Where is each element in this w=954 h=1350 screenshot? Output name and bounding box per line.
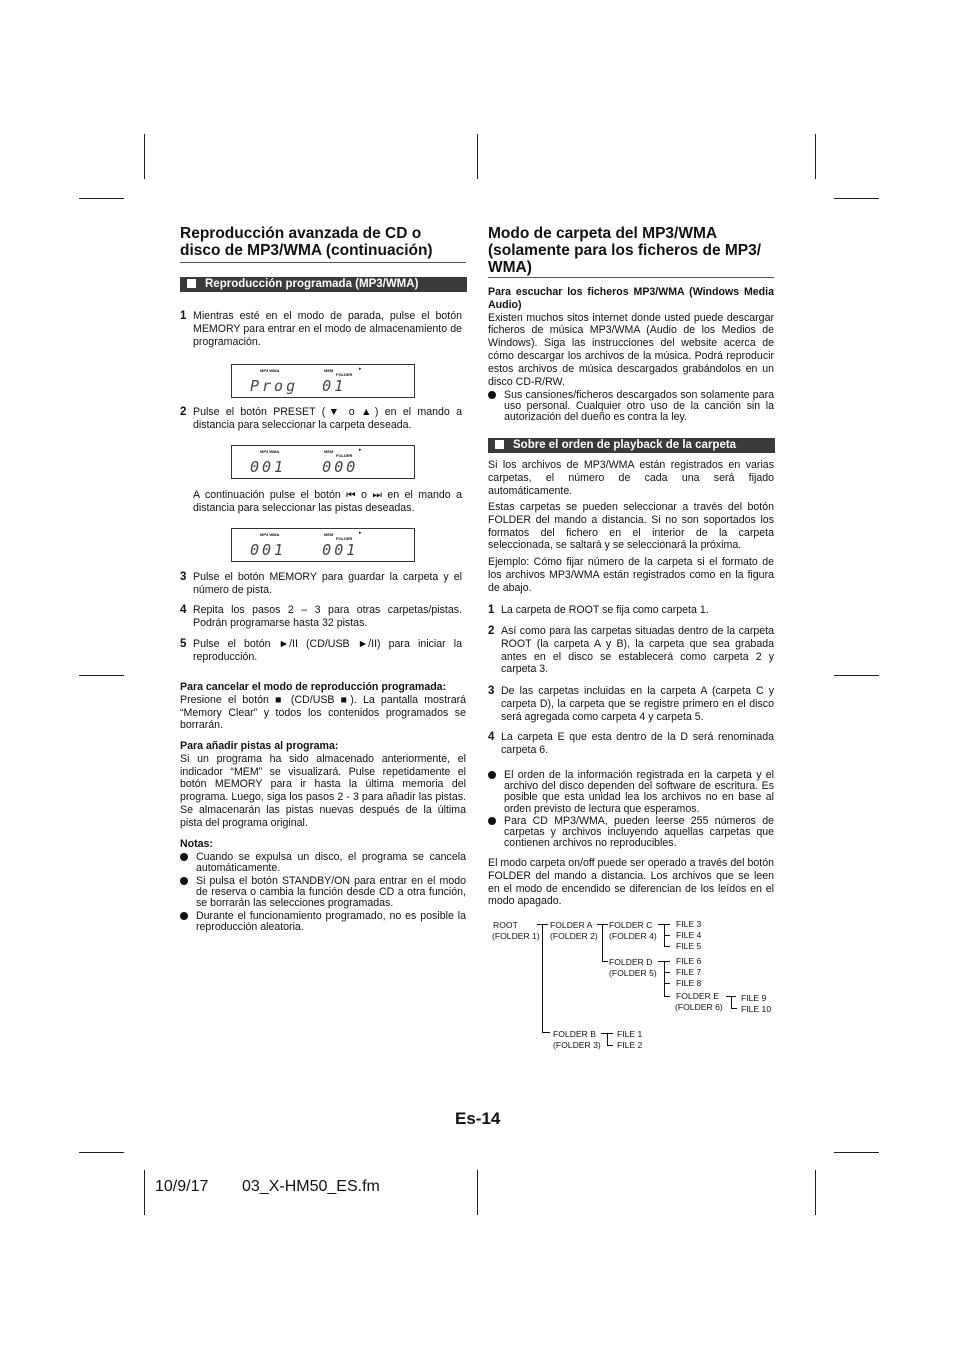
tree-file: FILE 3: [676, 919, 702, 929]
section-bar-program: [180, 277, 467, 292]
footer-filename: 03_X-HM50_ES.fm: [242, 1178, 380, 1195]
play-indicator-icon: ▸: [359, 366, 362, 372]
lcd-label-folder: FOLDER: [336, 372, 353, 377]
step-text: La carpeta de ROOT se fija como carpeta 1.: [501, 604, 709, 616]
tree-connector: [542, 924, 543, 1032]
step-text: Pulse el botón MEMORY para guardar la carpeta y el número de pista.: [193, 571, 462, 596]
lcd-label-mem: MEM: [324, 368, 334, 373]
left-title-line: disco de MP3/WMA (continuación): [180, 242, 433, 259]
lcd-label-mp3wma: MP3 WMA: [260, 368, 280, 373]
tree-connector: [664, 983, 670, 984]
cancel-text: Presione el botón ■ (CD/USB ■). La pantalla mostrará “Memory Clear” y todos los contenidos programados se borrarán.: [180, 693, 466, 732]
crop-mark: [834, 198, 879, 199]
step-text: Repita los pasos 2 – 3 para otras carpetas/pistas. Podrán programarse hasta 32 pistas.: [193, 604, 462, 629]
right-title: [488, 225, 778, 276]
step-number: 2: [180, 406, 187, 418]
lcd-text: 001 000: [250, 458, 359, 476]
lcd-text: Prog 01: [250, 377, 347, 395]
listen-text: Existen muchos sitos internet donde usted puede descargar ficheros de música MP3/WMA (Audio de los Medios de Windows). Siga las instrucciones del website acerca de cómo descargar los archivos de la música. Podrá reproducir estos archivos de música descargados grabándolos en un disco CD-R/RW.: [488, 311, 774, 388]
tree-node-sub: (FOLDER 3): [553, 1040, 601, 1050]
tree-connector: [664, 972, 670, 973]
step-number: 2: [488, 625, 495, 637]
step-number: 1: [180, 310, 187, 322]
tree-connector: [607, 1045, 613, 1046]
step-text: La carpeta E que esta dentro de la D será renominada carpeta 6.: [501, 731, 774, 756]
step-text: De las carpetas incluidas en la carpeta A (carpeta C y carpeta D), la carpeta que se registre primero en el disco será agregada como carpeta 4 y carpeta 5.: [501, 685, 774, 723]
step-number: 3: [180, 571, 187, 583]
listen-block: [488, 286, 774, 388]
lcd-text: 001 001: [250, 541, 359, 559]
bullet-icon: [180, 877, 188, 885]
bullet-icon: [488, 391, 496, 399]
title-rule: [488, 277, 774, 278]
folder-tree-diagram: [488, 912, 778, 1057]
tree-node-root: ROOT: [493, 920, 518, 930]
note-text: Si pulsa el botón STANDBY/ON para entrar en el modo de reserva o cambia la función desde CD a otra función, se borrarán las selecciones programadas.: [196, 875, 466, 910]
section-bar-label: Sobre el orden de playback de la carpeta: [513, 439, 737, 451]
lcd-label-folder: FOLDER: [336, 536, 353, 541]
square-bullet-icon: [495, 440, 504, 449]
listen-bullet-text: Sus cansiones/ficheros descargados son solamente para uso personal. Cualquier otro uso de la canción sin la autorización del dueño es contra la ley.: [504, 389, 774, 424]
lcd-display-folder: [231, 445, 415, 479]
add-block: [180, 740, 466, 830]
crop-mark: [834, 1152, 879, 1153]
crop-mark: [79, 198, 124, 199]
tree-connector: [664, 961, 665, 997]
crop-mark: [144, 1170, 145, 1215]
step-number: 1: [488, 604, 495, 616]
crop-mark: [477, 1170, 478, 1215]
tree-connector: [664, 996, 670, 997]
lcd-label-mem: MEM: [324, 532, 334, 537]
tree-node-folder-a: FOLDER A: [550, 920, 593, 930]
section-bar-folder-order: [488, 438, 775, 453]
lcd-label-mem: MEM: [324, 449, 334, 454]
tree-file: FILE 2: [617, 1040, 643, 1050]
tree-node-sub: (FOLDER 5): [609, 968, 657, 978]
tree-connector: [542, 1032, 550, 1033]
footer-date: 10/9/17: [155, 1178, 209, 1195]
section-bar-label: Reproducción programada (MP3/WMA): [205, 278, 419, 290]
step-text: A continuación pulse el botón ⏮ o ⏭ en el mando a distancia para seleccionar las pistas deseadas.: [193, 489, 462, 514]
bullet-icon: [488, 817, 496, 825]
crop-mark: [144, 134, 145, 179]
bullet-text: El orden de la información registrada en la carpeta y el archivo del disco dependen del software de escritura. Es posible que esta unidad lea los archivos no en base al orden previsto de lectura que esperamos.: [504, 769, 774, 815]
bullet-icon: [180, 853, 188, 861]
note-text: Cuando se expulsa un disco, el programa se cancela automáticamente.: [196, 851, 466, 875]
paragraph: Si los archivos de MP3/WMA están registrados en varias carpetas, el número de cada una será fijado automáticamente.: [488, 459, 774, 497]
crop-mark: [815, 1170, 816, 1215]
paragraph: Estas carpetas se pueden seleccionar a través del botón FOLDER del mando a distancia. Si no son soportados los formatos del fichero en el interior de la carpeta seleccionada, se saltará y se seleccionará la próxima.: [488, 501, 774, 552]
listen-title: Para escuchar los ficheros MP3/WMA (Windows Media Audio): [488, 286, 774, 311]
bullet-text: Para CD MP3/WMA, pueden leerse 255 números de carpetas y archivos incluyendo aquellas carpetas que contienen archivos no reproducibles.: [504, 815, 774, 850]
step-text: Pulse el botón ►/II (CD/USB ►/II) para iniciar la reproducción.: [193, 638, 462, 663]
lcd-display-track: [231, 528, 415, 562]
cancel-block: [180, 681, 466, 732]
page-number: Es-14: [455, 1109, 501, 1128]
tree-node-folder-d: FOLDER D: [609, 957, 653, 967]
step-text: Mientras esté en el modo de parada, pulse el botón MEMORY para entrar en el modo de almacenamiento de programación.: [193, 310, 462, 348]
crop-mark: [477, 134, 478, 179]
tree-node-sub: (FOLDER 6): [675, 1002, 723, 1012]
tree-connector: [731, 1008, 737, 1009]
tree-file: FILE 9: [741, 993, 767, 1003]
tree-file: FILE 8: [676, 978, 702, 988]
tree-node-folder-c: FOLDER C: [609, 920, 653, 930]
tree-connector: [664, 935, 670, 936]
left-title: [180, 225, 470, 259]
tree-file: FILE 10: [741, 1004, 772, 1014]
tree-node-folder-e: FOLDER E: [676, 991, 719, 1001]
cancel-title: Para cancelar el modo de reproducción programada:: [180, 681, 447, 693]
notes-title: Notas:: [180, 838, 213, 850]
tree-connector: [602, 961, 608, 962]
crop-mark: [79, 675, 124, 676]
tree-node-sub: (FOLDER 2): [550, 931, 598, 941]
right-title-line: Modo de carpeta del MP3/WMA: [488, 225, 718, 242]
bullet-icon: [488, 771, 496, 779]
title-rule: [180, 262, 466, 263]
right-title-line: (solamente para los ficheros de MP3/: [488, 242, 762, 259]
step-number: 3: [488, 685, 495, 697]
paragraph: Ejemplo: Cómo fijar número de la carpeta si el formato de los archivos MP3/WMA están registrados como en la figura de abajo.: [488, 556, 774, 594]
crop-mark: [79, 1152, 124, 1153]
step-number: 5: [180, 638, 187, 650]
crop-mark: [834, 675, 879, 676]
lcd-label-mp3wma: MP3 WMA: [260, 532, 280, 537]
add-title: Para añadir pistas al programa:: [180, 740, 339, 752]
tree-connector: [731, 996, 732, 1008]
right-title-line: WMA): [488, 259, 532, 276]
step-number: 4: [180, 604, 187, 616]
note-text: Durante el funcionamiento programado, no es posible la reproducción aleatoria.: [196, 910, 466, 934]
step-number: 4: [488, 731, 495, 743]
tree-file: FILE 5: [676, 941, 702, 951]
play-indicator-icon: ▸: [359, 530, 362, 536]
tree-node-sub: (FOLDER 1): [492, 931, 540, 941]
tree-connector: [664, 946, 670, 947]
tree-file: FILE 1: [617, 1029, 643, 1039]
left-title-line: Reproducción avanzada de CD o: [180, 225, 422, 242]
crop-mark: [815, 134, 816, 179]
play-indicator-icon: ▸: [359, 447, 362, 453]
lcd-label-folder: FOLDER: [336, 453, 353, 458]
square-bullet-icon: [187, 279, 196, 288]
step-text: Pulse el botón PRESET (▼ o ▲) en el mando a distancia para seleccionar la carpeta deseada.: [193, 406, 462, 431]
bullet-icon: [180, 912, 188, 920]
tree-connector: [602, 924, 603, 961]
add-text: Si un programa ha sido almacenado anteriormente, el indicador “MEM” se visualizará. Pulse repetidamente el botón MEMORY para ir hasta la última memoria del programa. Luego, siga los pasos 2 - 3 para añadir las pistas. Se almacenarán las pistas nuevas después de la última pista del programa original.: [180, 752, 466, 829]
paragraph: El modo carpeta on/off puede ser operado a través del botón FOLDER del mando a distancia. Los archivos que se leen en el modo de encendido se diferencian de los leídos en el modo apagado.: [488, 857, 774, 908]
tree-connector: [607, 1033, 608, 1045]
tree-file: FILE 6: [676, 956, 702, 966]
tree-file: FILE 4: [676, 930, 702, 940]
lcd-display-prog: [231, 364, 415, 398]
tree-node-folder-b: FOLDER B: [553, 1029, 596, 1039]
tree-node-sub: (FOLDER 4): [609, 931, 657, 941]
lcd-label-mp3wma: MP3 WMA: [260, 449, 280, 454]
step-text: Así como para las carpetas situadas dentro de la carpeta ROOT (la carpeta A y B), la carpeta que sea grabada antes en el disco se establecerá como carpeta 2 y carpeta 3.: [501, 625, 774, 676]
tree-file: FILE 7: [676, 967, 702, 977]
